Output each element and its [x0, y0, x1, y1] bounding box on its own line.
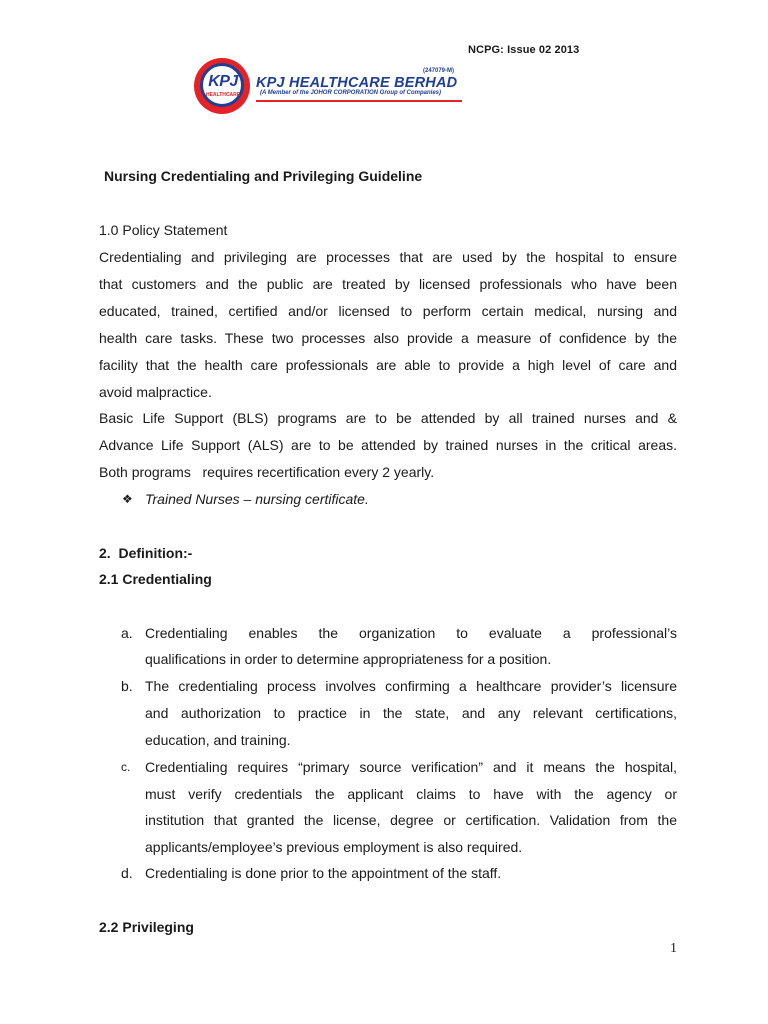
list-item-line: and authorization to practice in the state, and any relevant certifications,	[145, 705, 677, 721]
policy-line: facility that the health care professionals are able to provide a high level of care and	[99, 357, 677, 373]
logo-company-name: KPJ HEALTHCARE BERHAD	[256, 75, 458, 91]
kpj-logo	[194, 58, 466, 116]
list-marker: a.	[121, 625, 133, 641]
logo-member-text: (A Member of the JOHOR CORPORATION Group of Companies)	[260, 90, 442, 96]
section-2-2-heading: 2.2 Privileging	[99, 919, 194, 935]
list-item-line: Credentialing requires “primary source verification” and it means the hospital,	[145, 759, 677, 775]
policy-line: avoid malpractice.	[99, 384, 212, 400]
list-item-line: Credentialing is done prior to the appointment of the staff.	[145, 865, 502, 881]
list-marker: b.	[121, 678, 133, 694]
logo-registration: (247079-M)	[423, 68, 455, 74]
list-item-line: education, and training.	[145, 732, 291, 748]
document-title: Nursing Credentialing and Privileging Guideline	[104, 168, 423, 184]
list-marker: d.	[121, 865, 133, 881]
bullet-item: Trained Nurses – nursing certificate.	[145, 491, 369, 507]
policy-line: educated, trained, certified and/or licensed to perform certain medical, nursing and	[99, 303, 677, 319]
policy-line: that customers and the public are treated by licensed professionals who have been	[99, 276, 677, 292]
policy-line: health care tasks. These two processes also provide a measure of confidence by the	[99, 330, 677, 346]
list-item-line: must verify credentials the applicant claims to have with the agency or	[145, 786, 677, 802]
page-number: 1	[670, 941, 677, 956]
policy-line: Credentialing and privileging are processes that are used by the hospital to ensure	[99, 249, 677, 265]
logo-divider	[256, 100, 462, 102]
list-item-line: qualifications in order to determine appropriateness for a position.	[145, 651, 552, 667]
list-item-line: institution that granted the license, degree or certification. Validation from the	[145, 812, 677, 828]
list-marker: c.	[121, 760, 131, 774]
diamond-bullet-icon: ❖	[122, 492, 133, 506]
section-1-heading: 1.0 Policy Statement	[99, 222, 228, 238]
list-item-line: applicants/employee’s previous employment is also required.	[145, 839, 523, 855]
policy-line: Both programs requires recertification every 2 yearly.	[99, 464, 435, 480]
document-issue: NCPG: Issue 02 2013	[468, 44, 580, 56]
list-item-line: The credentialing process involves confirming a healthcare provider’s licensure	[145, 678, 677, 694]
policy-line: Advance Life Support (ALS) are to be attended by trained nurses in the critical areas.	[99, 437, 677, 453]
section-2-1-heading: 2.1 Credentialing	[99, 571, 212, 587]
list-item-line: Credentialing enables the organization to evaluate a professional’s	[145, 625, 677, 641]
logo-emblem-text: KPJ	[208, 73, 238, 90]
section-2-heading: 2. Definition:-	[99, 545, 193, 561]
policy-line: Basic Life Support (BLS) programs are to be attended by all trained nurses and &	[99, 410, 677, 426]
logo-emblem-subtext: HEALTHCARE	[205, 92, 241, 98]
